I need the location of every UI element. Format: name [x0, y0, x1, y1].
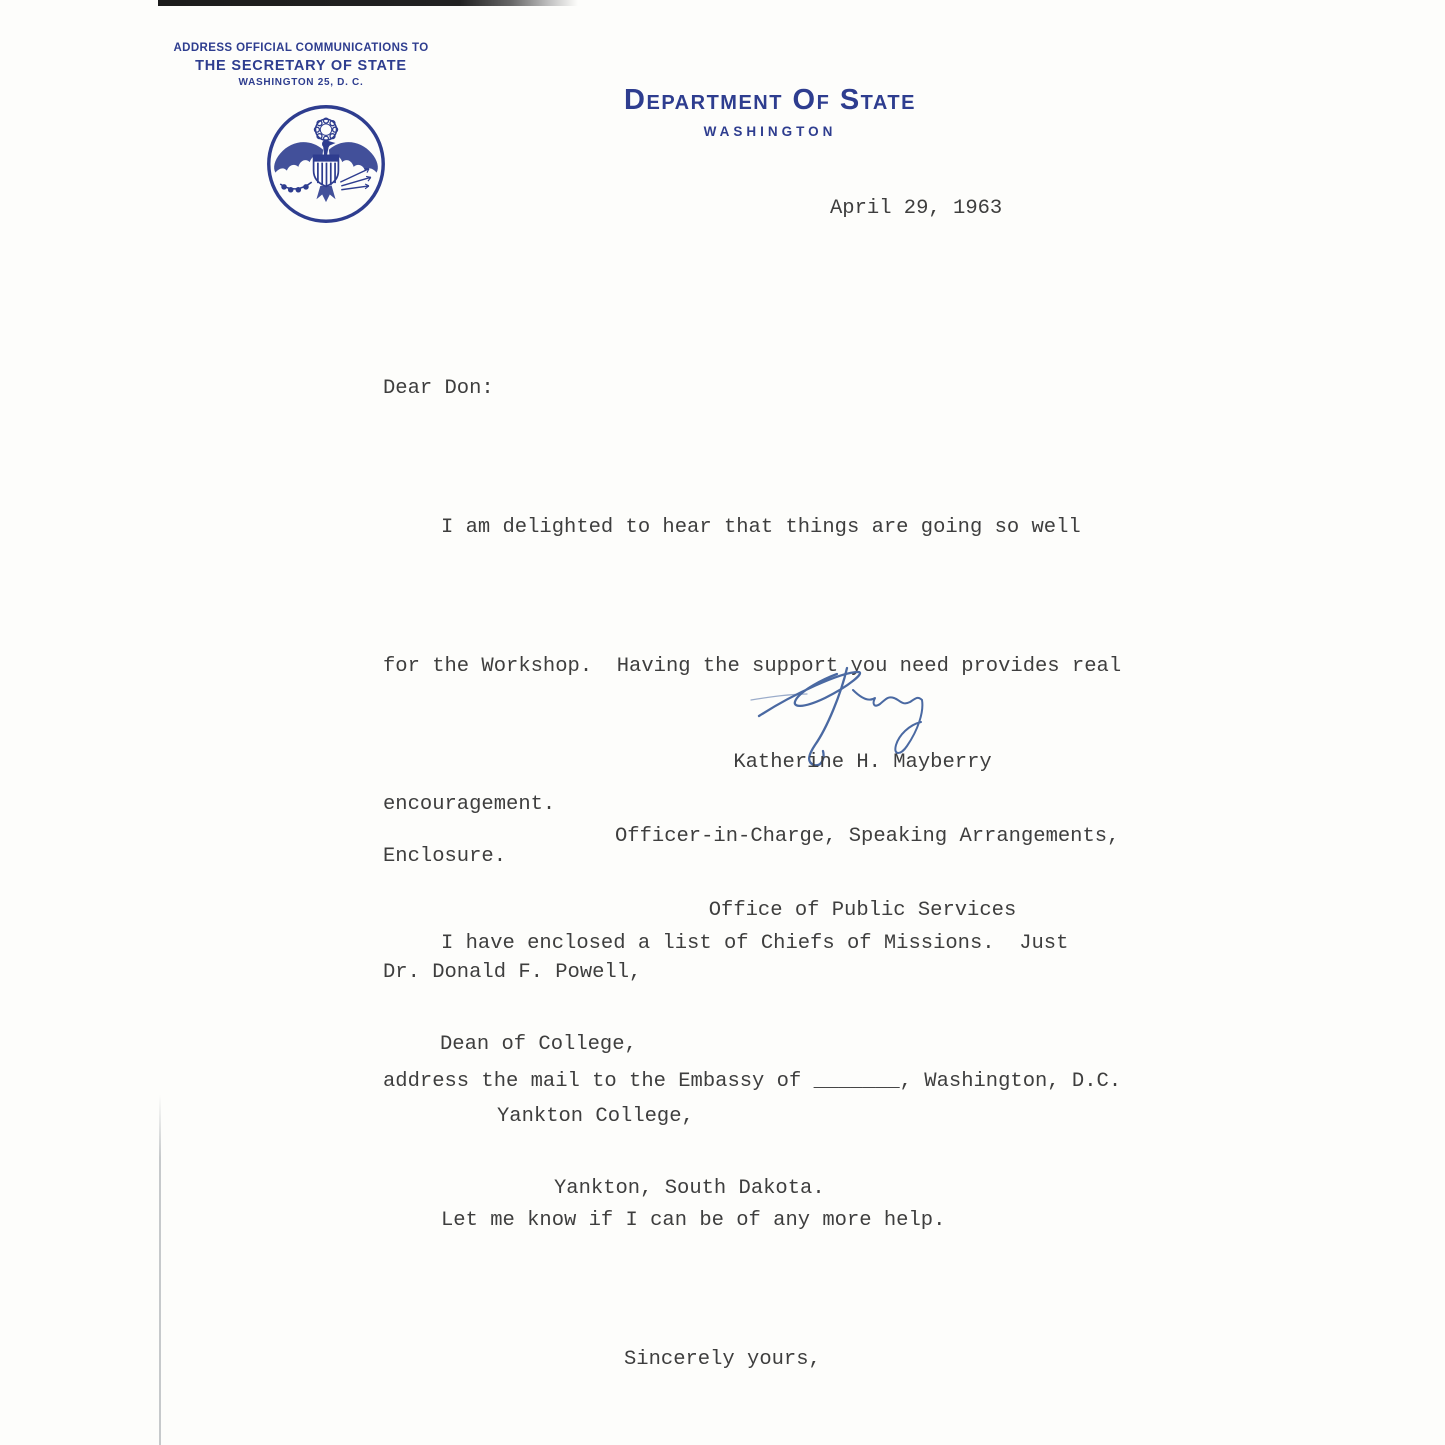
signer-title-line: Officer-in-Charge, Speaking Arrangements, [615, 824, 1120, 848]
recipient-line: Yankton, South Dakota. [554, 1177, 825, 1200]
letterhead-instructions [170, 42, 432, 88]
closing: Sincerely yours, [624, 1347, 821, 1371]
recipient-line: Dean of College, [440, 1033, 637, 1056]
signer-title-line: Office of Public Services [708, 898, 1017, 922]
recipient-address [383, 913, 825, 1249]
recipient-line: Dr. Donald F. Powell, [383, 961, 642, 984]
recipient-line: Yankton College, [497, 1105, 694, 1128]
body-line: for the Workshop. Having the support you need provides real [383, 654, 1122, 678]
body-line: encouragement. [383, 793, 556, 817]
paper-edge-line [159, 1095, 161, 1445]
department-city: WASHINGTON [703, 124, 837, 139]
body-line: I have enclosed a list of Chiefs of Missions. Just [441, 931, 1069, 955]
signer-name: Katherine H. Mayberry [733, 751, 992, 775]
letter-date: April 29, 1963 [830, 197, 1003, 220]
body-line: I am delighted to hear that things are going so well [441, 516, 1081, 540]
body-line: address the mail to the Embassy of _______, Washington, D.C. [383, 1070, 1122, 1094]
letterhead-instruction-line: ADDRESS OFFICIAL COMMUNICATIONS TO [173, 42, 429, 54]
department-title: Department Of State [624, 84, 916, 116]
body-line: Let me know if I can be of any more help. [441, 1209, 946, 1233]
salutation: Dear Don: [383, 377, 494, 401]
letterhead-instruction-line: WASHINGTON 25, D. C. [238, 77, 364, 88]
scan-artifact-top-bar [158, 0, 578, 6]
great-seal-icon [264, 102, 388, 226]
letterhead-instruction-line: THE SECRETARY OF STATE [195, 58, 407, 74]
enclosure-note: Enclosure. [383, 845, 507, 868]
